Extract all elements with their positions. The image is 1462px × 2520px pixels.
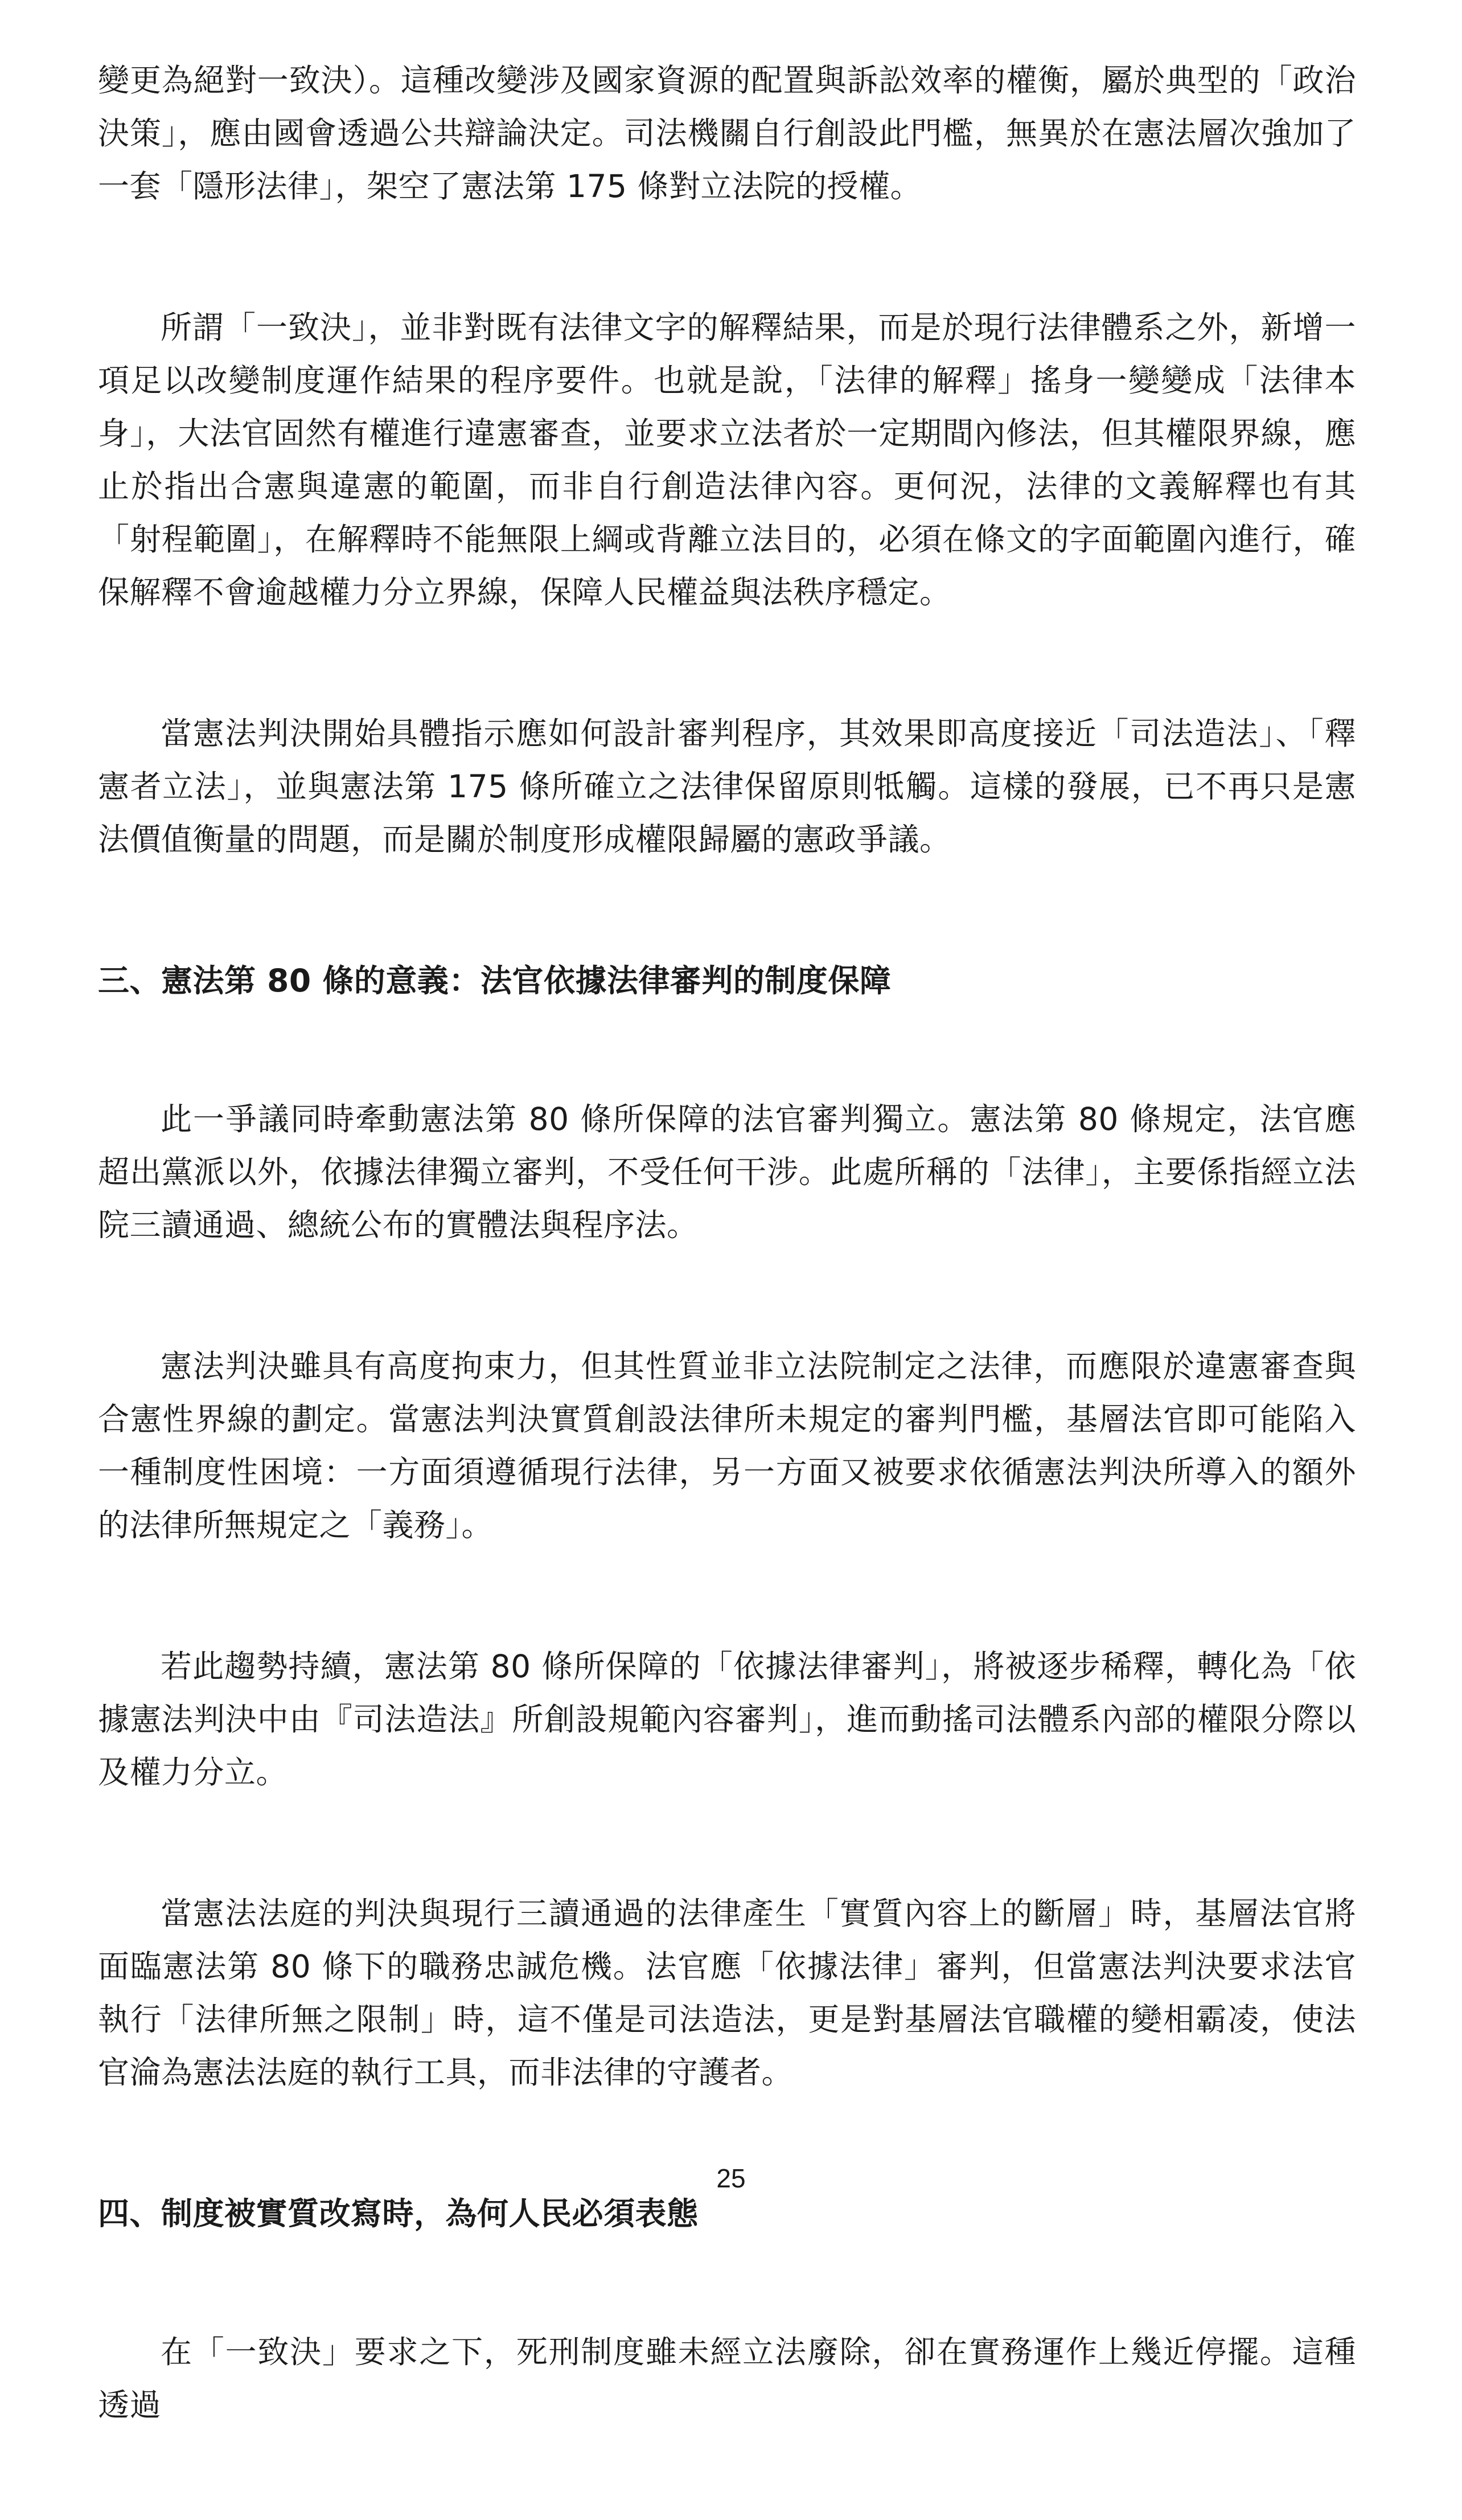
paragraph-article-80: 此一爭議同時牽動憲法第 80 條所保障的法官審判獨立。憲法第 80 條規定，法官應超出黨派以外，依據法律獨立審判，不受任何干涉。此處所稱的「法律」，主要係指經立法院三讀通過、總統公布的實體法與程序法。	[98, 1101, 1356, 1243]
paragraph-trend-dilution: 若此趨勢持續，憲法第 80 條所保障的「依據法律審判」，將被逐步稀釋，轉化為「依據憲法判決中由『司法造法』所創設規範內容審判」，進而動搖司法體系內部的權限分際以及權力分立。	[98, 1648, 1356, 1790]
page-number: 25	[716, 2163, 746, 2193]
paragraph-unanimity-definition: 所謂「一致決」，並非對既有法律文字的解釋結果，而是於現行法律體系之外，新增一項足以改變制度運作結果的程序要件。也就是說，「法律的解釋」搖身一變變成「法律本身」，大法官固然有權進行違憲審查，並要求立法者於一定期間內修法，但其權限界線，應止於指出合憲與違憲的範圍，而非自行創造法律內容。更何況，法律的文義解釋也有其「射程範圍」，在解釋時不能無限上綱或背離立法目的，必須在條文的字面範圍內進行，確保解釋不會逾越權力分立界線，保障人民權益與法秩序穩定。	[98, 309, 1356, 610]
paragraph-judicial-lawmaking: 當憲法判決開始具體指示應如何設計審判程序，其效果即高度接近「司法造法」、「釋憲者立法」，並與憲法第 175 條所確立之法律保留原則牴觸。這樣的發展，已不再只是憲法價值衡量的問題，而是關於制度形成權限歸屬的憲政爭議。	[98, 715, 1356, 858]
paragraph-binding-force: 憲法判決雖具有高度拘束力，但其性質並非立法院制定之法律，而應限於違憲審查與合憲性界線的劃定。當憲法判決實質創設法律所未規定的審判門檻，基層法官即可能陷入一種制度性困境：一方面須遵循現行法律，另一方面又被要求依循憲法判決所導入的額外的法律所無規定之「義務」。	[98, 1348, 1356, 1543]
page-body	[98, 54, 1356, 2520]
section-heading-four: 四、制度被實質改寫時，為何人民必須表態	[98, 2195, 699, 2232]
section-heading-three: 三、憲法第 80 條的意義：法官依據法律審判的制度保障	[98, 962, 892, 999]
paragraph-death-penalty: 在「一致決」要求之下，死刑制度雖未經立法廢除，卻在實務運作上幾近停擺。這種透過	[98, 2334, 1356, 2423]
paragraph-loyalty-crisis: 當憲法法庭的判決與現行三讀通過的法律產生「實質內容上的斷層」時，基層法官將面臨憲法第 80 條下的職務忠誠危機。法官應「依據法律」審判，但當憲法判決要求法官執行「法律所無之限制」時，這不僅是司法造法，更是對基層法官職權的變相霸凌，使法官淪為憲法法庭的執行工具，而非法律的守護者。	[98, 1895, 1356, 2091]
paragraph-continuation: 變更為絕對一致決）。這種改變涉及國家資源的配置與訴訟效率的權衡，屬於典型的「政治決策」，應由國會透過公共辯論決定。司法機關自行創設此門檻，無異於在憲法層次強加了一套「隱形法律」，架空了憲法第 175 條對立法院的授權。	[98, 62, 1356, 204]
